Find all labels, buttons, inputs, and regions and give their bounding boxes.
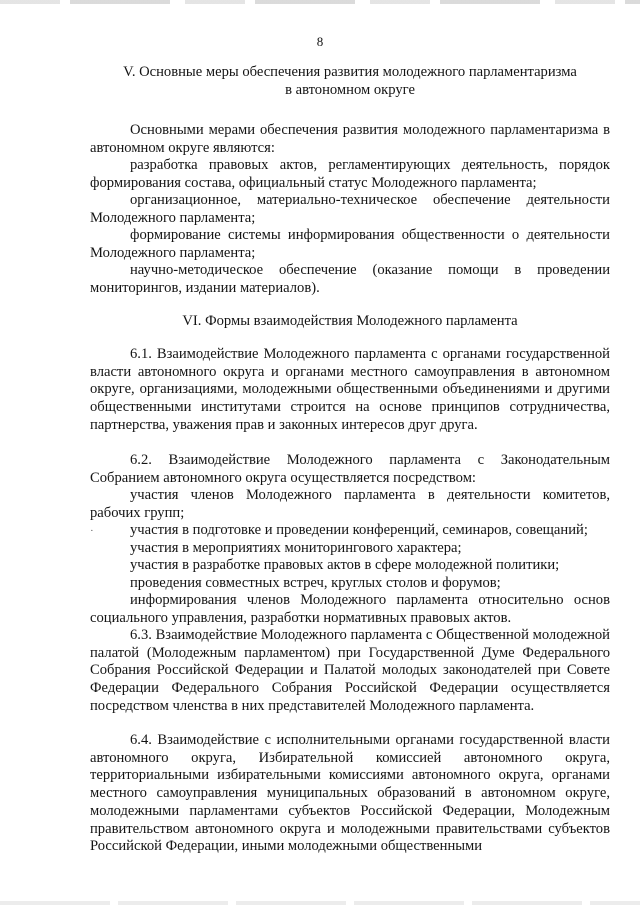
- section-5-intro: Основными мерами обеспечения развития молодежного парламентаризма в автономном округе являются:: [90, 122, 610, 156]
- section-6-title: VI. Формы взаимодействия Молодежного парламента: [182, 313, 518, 329]
- scan-top-edge: [0, 0, 640, 4]
- section-5-title-line-2: в автономном округе: [285, 81, 415, 98]
- paragraph-6-3: 6.3. Взаимодействие Молодежного парламента с Общественной молодежной палатой (Молодежным парламентом) при Государственной Думе Федерального Собрания Российской Федерации и Палатой молодых законодателей при Совете Федерации Федерального Собрания Российской Федерации осуществляется посредством членства в них представителей Молодежного парламента.: [90, 627, 610, 714]
- paragraph-6-1: 6.1. Взаимодействие Молодежного парламента с органами государственной власти автономного округа и органами местного самоуправления в автономном округе, организациями, молодежными общественными объединениями и другими общественными институтами строится на основе принципов сотрудничества, партнерства, уважения прав и законных интересов друг друга.: [90, 346, 610, 433]
- section-5-item: научно-методическое обеспечение (оказание помощи в проведении мониторингов, издании материалов).: [90, 262, 610, 296]
- paragraph-6-4: 6.4. Взаимодействие с исполнительными органами государственной власти автономного округа, Избирательной комиссией автономного округа, территориальными избирательными комиссиями автономного округа, органами местного самоуправления муниципальных образований в автономном округе, молодежными парламентами субъектов Российской Федерации, Молодежным правительством автономного округа и молодежными правительствами субъектов Российской Федерации, иными молодежными общественными: [90, 732, 610, 855]
- scan-bottom-edge: [0, 901, 640, 905]
- paragraph-6-2-item: проведения совместных встреч, круглых столов и форумов;: [130, 575, 501, 591]
- section-5-item: организационное, материально-техническое обеспечение деятельности Молодежного парламента;: [90, 192, 610, 226]
- page-number: 8: [316, 34, 324, 49]
- section-5-item: разработка правовых актов, регламентирующих деятельность, порядок формирования состава, официальный статус Молодежного парламента;: [90, 157, 610, 191]
- paragraph-6-2-item: участия членов Молодежного парламента в деятельности комитетов, рабочих групп;: [90, 487, 610, 521]
- paragraph-6-2: 6.2. Взаимодействие Молодежного парламента с Законодательным Собранием автономного округа осуществляется посредством:: [90, 452, 610, 486]
- section-5-item: формирование системы информирования общественности о деятельности Молодежного парламента;: [90, 227, 610, 261]
- section-5-title-line-1: V. Основные меры обеспечения развития молодежного парламентаризма: [123, 64, 577, 80]
- paragraph-6-2-item: участия в разработке правовых актов в сфере молодежной политики;: [130, 557, 560, 573]
- paragraph-6-2-item: участия в мероприятиях мониторингового характера;: [130, 540, 462, 556]
- section-5-title: [90, 64, 610, 99]
- paragraph-6-2-item: участия в подготовке и проведении конференций, семинаров, совещаний;: [130, 522, 588, 538]
- stray-scan-mark: ·: [90, 525, 94, 537]
- paragraph-6-2-item: информирования членов Молодежного парламента относительно основ социального управления, разработки нормативных правовых актов.: [90, 592, 610, 626]
